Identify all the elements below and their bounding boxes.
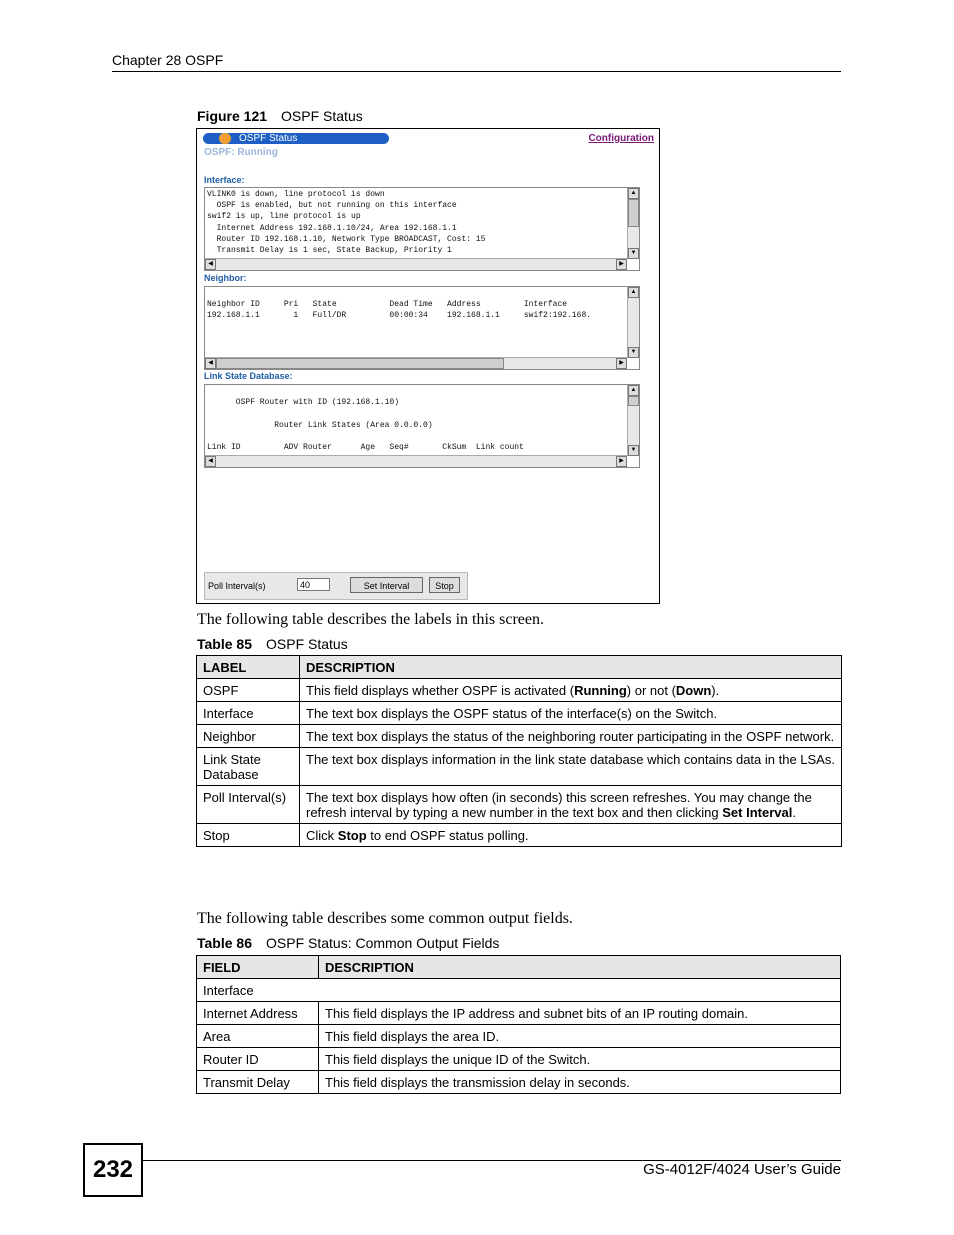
- lsdb-text: OSPF Router with ID (192.168.1.10) Router Link States (Area 0.0.0.0) Link ID ADV Router Age Seq# CkSum Link count: [207, 398, 524, 453]
- set-interval-button[interactable]: Set Interval: [350, 577, 423, 593]
- label-cell: Interface: [197, 702, 300, 725]
- screen-title-bar: [203, 133, 389, 144]
- lsdb-label: Link State Database:: [204, 371, 293, 381]
- table85-number: Table 85: [197, 636, 252, 652]
- header-rule: [112, 71, 841, 72]
- scroll-down-icon[interactable]: ▼: [628, 248, 639, 259]
- table-row: [197, 1002, 841, 1025]
- table-row: [197, 1071, 841, 1094]
- scroll-thumb[interactable]: [628, 199, 639, 227]
- description-cell: This field displays the transmission delay in seconds.: [319, 1071, 841, 1094]
- field-cell: Internet Address: [197, 1002, 319, 1025]
- poll-interval-bar: [204, 572, 468, 600]
- neighbor-text: Neighbor ID Pri State Dead Time Address Interface 192.168.1.1 1 Full/DR 00:00:34 192.168.1.1 swif2:192.168.: [207, 300, 592, 321]
- scroll-down-icon[interactable]: ▼: [628, 445, 639, 456]
- table85-title: OSPF Status: [266, 636, 348, 652]
- table86-caption: [197, 935, 499, 951]
- guide-title: GS-4012F/4024 User’s Guide: [643, 1161, 841, 1178]
- table-row: [197, 725, 842, 748]
- description-cell: This field displays the unique ID of the Switch.: [319, 1048, 841, 1071]
- section-cell: Interface: [197, 979, 841, 1002]
- column-header: DESCRIPTION: [300, 656, 842, 679]
- scroll-up-icon[interactable]: ▲: [628, 188, 639, 199]
- stop-button[interactable]: Stop: [429, 577, 460, 593]
- description-cell: The text box displays information in the link state database which contains data in the LSAs.: [300, 748, 842, 786]
- field-cell: Router ID: [197, 1048, 319, 1071]
- interface-hscrollbar[interactable]: [205, 258, 627, 270]
- chapter-header: Chapter 28 OSPF: [112, 52, 224, 68]
- table85: [196, 655, 842, 847]
- label-cell: Link State Database: [197, 748, 300, 786]
- configuration-link[interactable]: Configuration: [588, 133, 654, 144]
- column-header: LABEL: [197, 656, 300, 679]
- table-row: [197, 1048, 841, 1071]
- page-number: 232: [83, 1143, 143, 1197]
- screen-title: OSPF Status: [239, 133, 298, 144]
- field-cell: Transmit Delay: [197, 1071, 319, 1094]
- description-cell: The text box displays the status of the neighboring router participating in the OSPF network.: [300, 725, 842, 748]
- lsdb-vscrollbar[interactable]: [627, 385, 639, 456]
- table-row: [197, 748, 842, 786]
- table-row: [197, 702, 842, 725]
- poll-interval-label: Poll Interval(s): [208, 581, 266, 591]
- table86: [196, 955, 841, 1094]
- interface-label: Interface:: [204, 175, 245, 185]
- figure-caption: [197, 108, 363, 124]
- scroll-up-icon[interactable]: ▲: [628, 287, 639, 298]
- scroll-right-icon[interactable]: ▶: [616, 259, 627, 270]
- scroll-right-icon[interactable]: ▶: [616, 358, 627, 369]
- table-row: [197, 679, 842, 702]
- status-orb-icon: [219, 133, 231, 144]
- paragraph-labels-intro: The following table describes the labels in this screen.: [197, 611, 545, 628]
- table-row: [197, 786, 842, 824]
- scroll-left-icon[interactable]: ◀: [205, 456, 216, 467]
- table-header-row: [197, 956, 841, 979]
- table85-caption: [197, 636, 348, 652]
- ospf-running-status: OSPF: Running: [204, 147, 278, 158]
- neighbor-textbox[interactable]: [204, 286, 640, 370]
- neighbor-label: Neighbor:: [204, 273, 247, 283]
- field-cell: Area: [197, 1025, 319, 1048]
- scroll-right-icon[interactable]: ▶: [616, 456, 627, 467]
- description-cell: The text box displays how often (in seconds) this screen refreshes. You may change the refresh interval by typing a new number in the text box and then clicking Set Interval.: [300, 786, 842, 824]
- neighbor-hscrollbar[interactable]: [205, 357, 627, 369]
- paragraph-fields-intro: The following table describes some common output fields.: [197, 910, 573, 927]
- table86-title: OSPF Status: Common Output Fields: [266, 935, 500, 951]
- label-cell: Poll Interval(s): [197, 786, 300, 824]
- label-cell: Neighbor: [197, 725, 300, 748]
- scroll-up-icon[interactable]: ▲: [628, 385, 639, 396]
- interface-textbox[interactable]: [204, 187, 640, 271]
- description-cell: This field displays the IP address and subnet bits of an IP routing domain.: [319, 1002, 841, 1025]
- column-header: DESCRIPTION: [319, 956, 841, 979]
- interface-text: VLINK0 is down, line protocol is down OSPF is enabled, but not running on this interface swif2 is up, line protocol is up Internet Address 192.168.1.10/24, Area 192.168.1.1 Router ID 192.168.1.10, Network Type BROADCAST, Cost: 15 Transmit Delay is 1 sec, State Backup, Priority 1: [207, 190, 486, 256]
- description-cell: The text box displays the OSPF status of the interface(s) on the Switch.: [300, 702, 842, 725]
- lsdb-textbox[interactable]: [204, 384, 640, 468]
- ospf-status-screenshot: [196, 128, 660, 604]
- lsdb-hscrollbar[interactable]: [205, 455, 627, 467]
- scroll-thumb[interactable]: [628, 396, 639, 406]
- label-cell: Stop: [197, 824, 300, 847]
- column-header: FIELD: [197, 956, 319, 979]
- scroll-thumb[interactable]: [216, 358, 504, 369]
- scroll-left-icon[interactable]: ◀: [205, 358, 216, 369]
- label-cell: OSPF: [197, 679, 300, 702]
- description-cell: This field displays the area ID.: [319, 1025, 841, 1048]
- table-section-row: [197, 979, 841, 1002]
- figure-number: Figure 121: [197, 108, 268, 124]
- scroll-left-icon[interactable]: ◀: [205, 259, 216, 270]
- description-cell: This field displays whether OSPF is activated (Running) or not (Down).: [300, 679, 842, 702]
- table86-number: Table 86: [197, 935, 252, 951]
- table-row: [197, 824, 842, 847]
- scroll-down-icon[interactable]: ▼: [628, 347, 639, 358]
- table-header-row: [197, 656, 842, 679]
- table-row: [197, 1025, 841, 1048]
- poll-interval-input[interactable]: 40: [297, 578, 330, 591]
- interface-vscrollbar[interactable]: [627, 188, 639, 259]
- figure-title: OSPF Status: [281, 108, 363, 124]
- description-cell: Click Stop to end OSPF status polling.: [300, 824, 842, 847]
- neighbor-vscrollbar[interactable]: [627, 287, 639, 358]
